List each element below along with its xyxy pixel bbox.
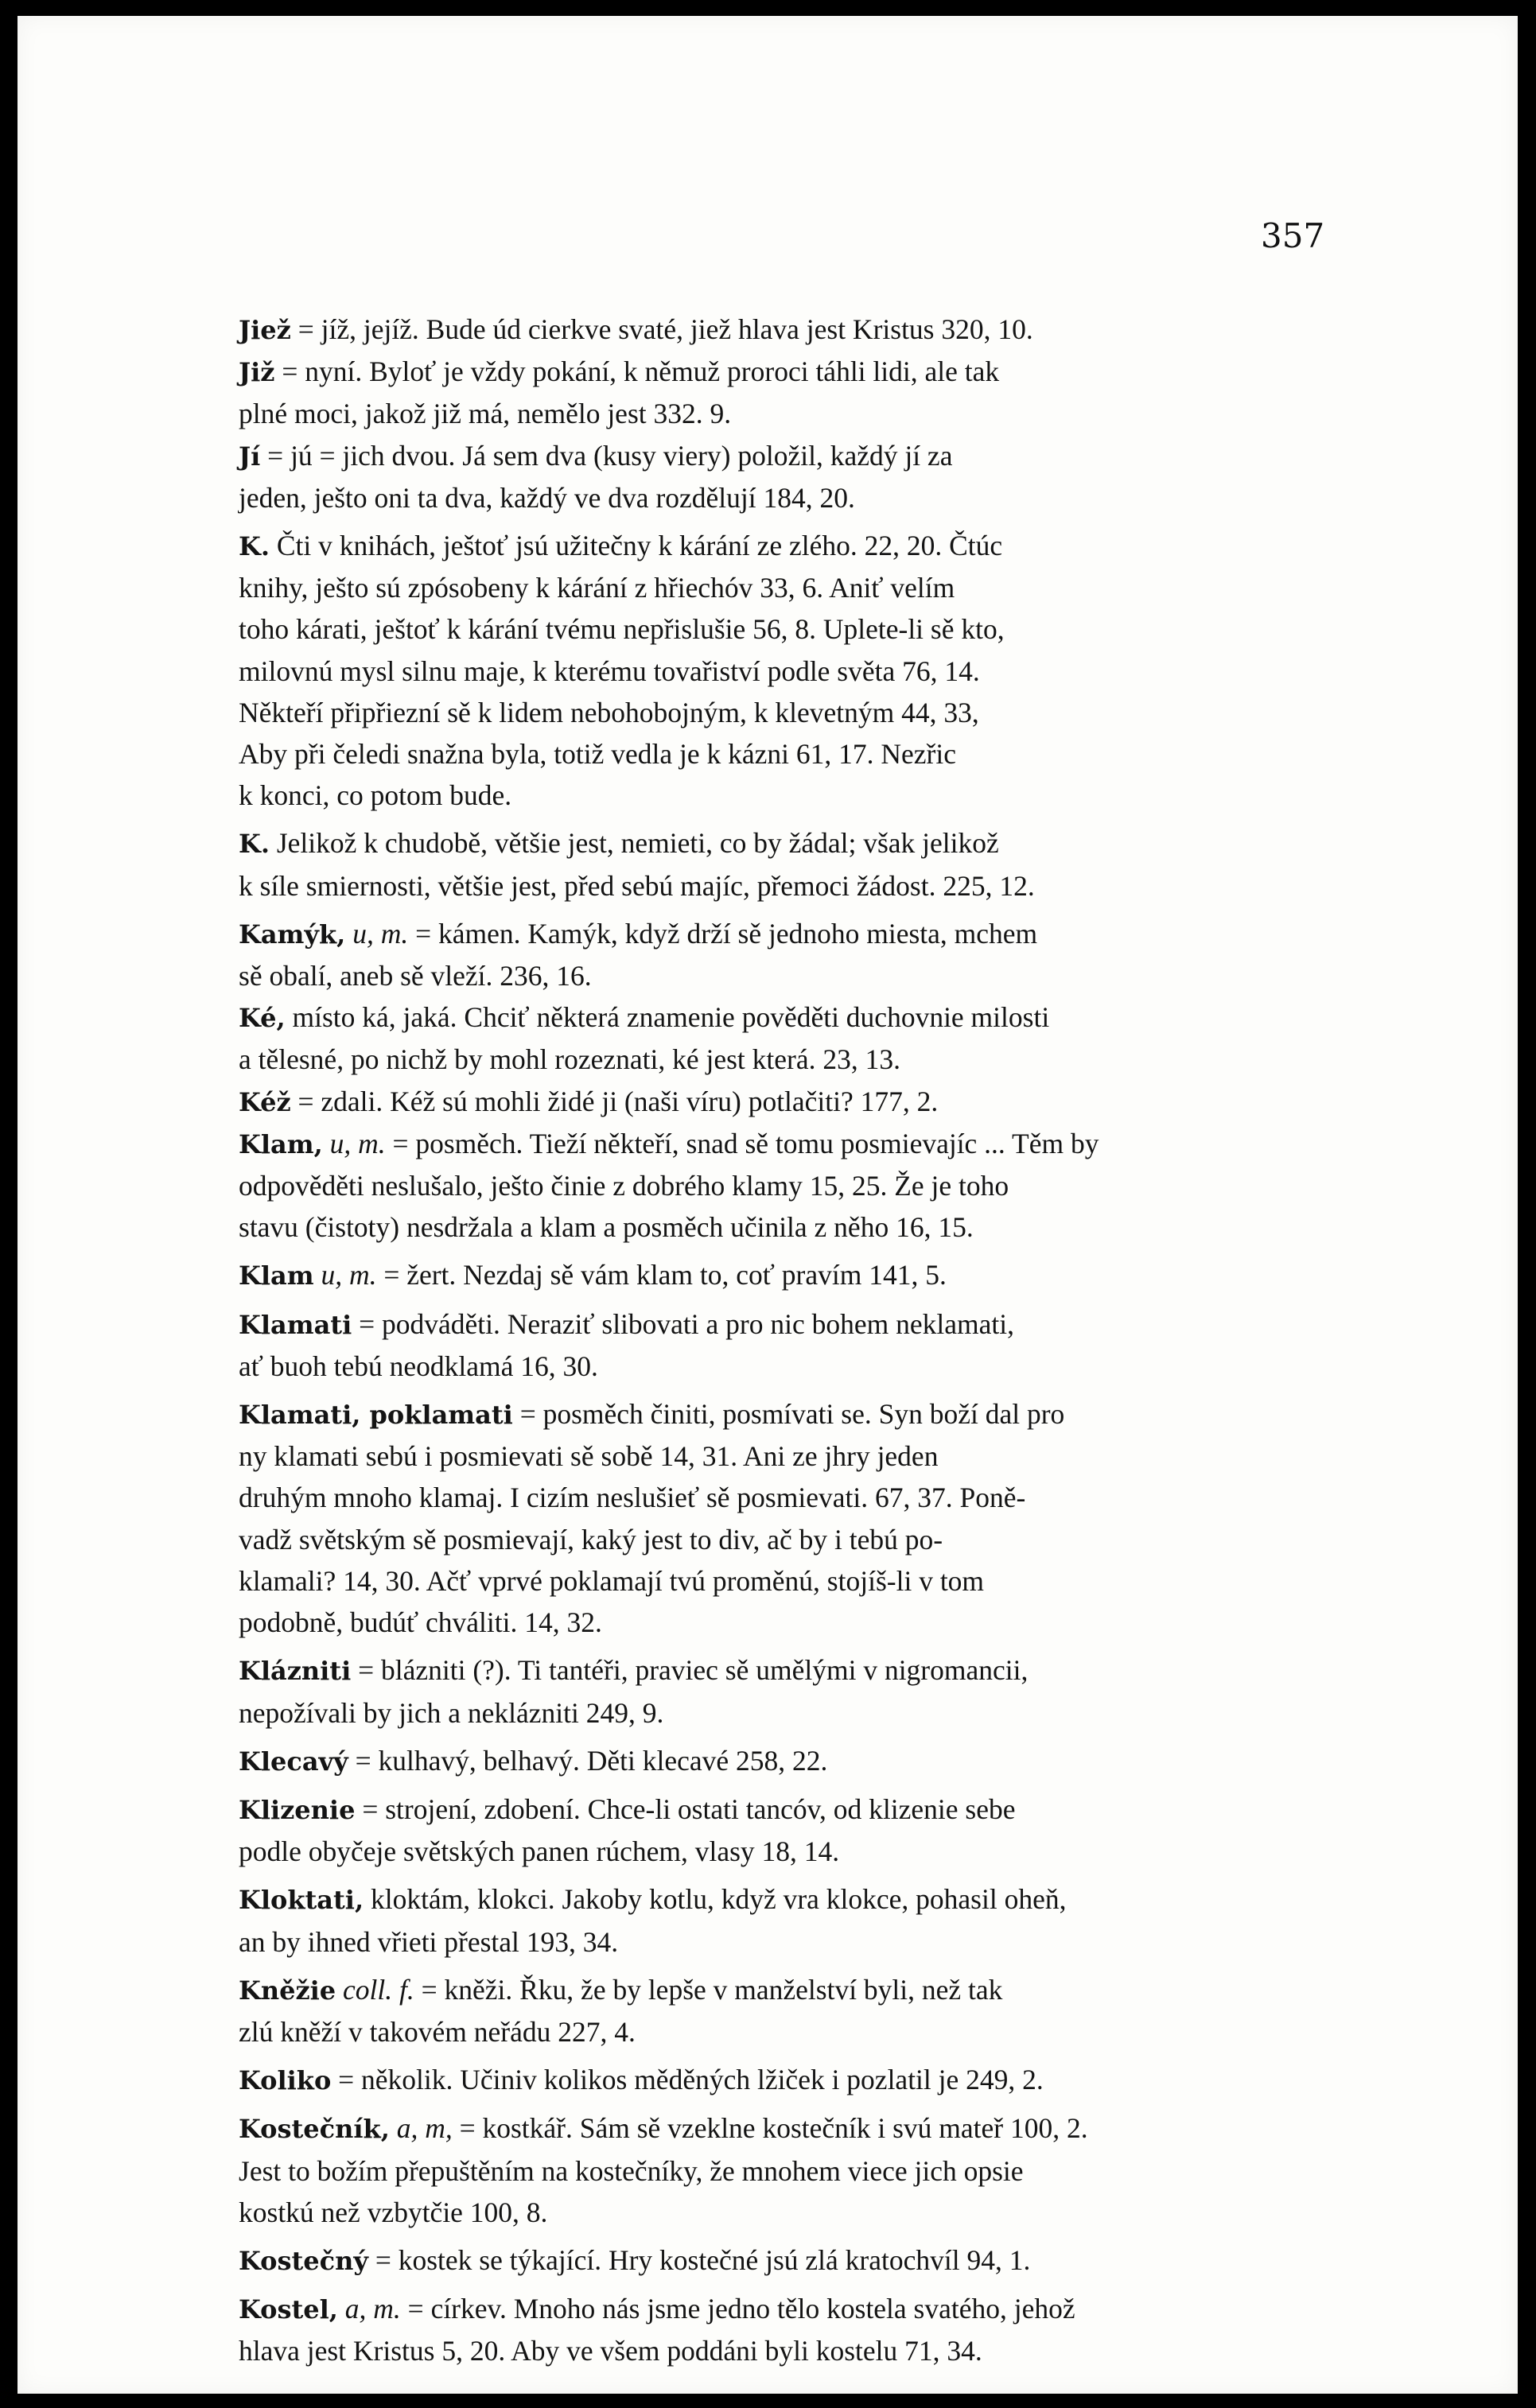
dictionary-entry (239, 351, 1336, 434)
entry-text-line: nepožívali by jich a neklázniti 249, 9. (239, 1696, 664, 1729)
entry-headword: K. (239, 531, 270, 562)
dictionary-entry (239, 913, 1336, 996)
entry-grammar: a, m. (337, 2293, 401, 2325)
entry-headword: Klam (239, 1260, 314, 1291)
dictionary-entry (239, 822, 1336, 906)
entry-text-line: stavu (čistoty) nesdržala a klam a posměch učinila z něho 16, 15. (239, 1211, 974, 1244)
entry-text-line: ny klamati sebú i posmievati sě sobě 14, 31. Ani ze jhry jeden (239, 1440, 939, 1473)
dictionary-entry (239, 1740, 1336, 1782)
entry-text-line: druhým mnoho klamaj. I cizím neslušieť sě posmievati. 67, 37. Poně- (239, 1482, 1026, 1514)
entry-headword: Klázniti (239, 1656, 352, 1687)
entry-text-line: milovnú mysl silnu maje, k kterému tovařiství podle světa 76, 14. (239, 654, 980, 687)
entry-headword: Klecavý (239, 1746, 348, 1777)
dictionary-entry (239, 435, 1336, 518)
entry-headword: Jí (239, 441, 261, 472)
entry-headword: Kloktati, (239, 1885, 364, 1916)
entry-headword: Kamýk, (239, 919, 346, 950)
entry-headword: Koliko (239, 2065, 332, 2096)
entry-text-line: = žert. Nezdaj sě vám klam to, coť pravím 141, 5. (376, 1259, 947, 1291)
dictionary-entries (239, 309, 1336, 2372)
entry-text-line: = několik. Učiniv kolikos měděných lžiček i pozlatil je 249, 2. (331, 2064, 1044, 2096)
entry-text-line: místo ká, jaká. Chciť některá znamenie pověděti duchovnie milosti (285, 1001, 1050, 1034)
entry-text-line: = zdali. Kéž sú mohli židé ji (naši víru) potlačiti? 177, 2. (290, 1085, 939, 1117)
entry-text-line: podobně, budúť chváliti. 14, 32. (239, 1606, 602, 1639)
entry-headword: Klamati, poklamati (239, 1400, 513, 1431)
entry-text-line: podle obyčeje světských panen rúchem, vlasy 18, 14. (239, 1835, 840, 1868)
entry-text-line: = strojení, zdobení. Chce-li ostati tancóv, od klizenie sebe (355, 1792, 1016, 1825)
entry-text-line: = blázniti (?). Ti tantéři, praviec sě umělými v nigromancii, (351, 1654, 1029, 1687)
entry-text-line: k konci, co potom bude. (239, 779, 512, 812)
entry-text-line: = posměch. Tieží někteří, snad sě tomu posmievajíc ... Těm by (385, 1127, 1099, 1159)
entry-headword: Klizenie (239, 1794, 356, 1825)
dictionary-entry (239, 1254, 1336, 1296)
entry-headword: Kostečník, (239, 2114, 390, 2145)
dictionary-entry (239, 1789, 1336, 1872)
entry-text-line: a tělesné, po nichž by mohl rozeznati, ké jest která. 23, 13. (239, 1043, 900, 1076)
entry-grammar: u, m. (322, 1127, 386, 1159)
dictionary-entry (239, 1878, 1336, 1962)
entry-text-line: kostkú než vzbytčie 100, 8. (239, 2196, 548, 2228)
dictionary-entry (239, 1649, 1336, 1733)
entry-text-line: zlú kněží v takovém neřádu 227, 4. (239, 2015, 636, 2048)
entry-text-line: = jíž, jejíž. Bude úd cierkve svaté, jiež hlava jest Kristus 320, 10. (290, 313, 1033, 345)
entry-text-line: hlava jest Kristus 5, 20. Aby ve všem poddáni byli kostelu 71, 34. (239, 2335, 982, 2367)
entry-text-line: knihy, ješto sú zpósobeny k kárání z hřiechóv 33, 6. Aniť velím (239, 572, 955, 604)
entry-headword: Kostečný (239, 2245, 368, 2276)
dictionary-entry (239, 996, 1336, 1080)
dictionary-entry (239, 1393, 1336, 1643)
entry-text-line: Jelikož k chudobě, většie jest, nemieti, co by žádal; však jelikož (269, 827, 999, 860)
entry-text-line: jeden, ješto oni ta dva, každý ve dva rozdělují 184, 20. (239, 481, 855, 514)
dictionary-entry (239, 1969, 1336, 2053)
entry-text-line: ať buoh tebú neodklamá 16, 30. (239, 1350, 598, 1382)
entry-headword: Kněžie (239, 1975, 336, 2006)
dictionary-entry (239, 525, 1336, 816)
entry-text-line: klamali? 14, 30. Ačť vprvé poklamají tvú proměnú, stojíš-li v tom (239, 1564, 985, 1597)
dictionary-entry (239, 1123, 1336, 1249)
entry-text-line: = kněži. Řku, že by lepše v manželství byli, než tak (414, 1973, 1003, 2006)
entry-text-line: kloktám, klokci. Jakoby kotlu, když vra klokce, pohasil oheň, (364, 1883, 1067, 1916)
entry-text-line: an by ihned vřieti přestal 193, 34. (239, 1925, 619, 1958)
entry-headword: Kéž (239, 1086, 291, 1117)
entry-text-line: odpověděti neslušalo, ješto činie z dobrého klamy 15, 25. Že je toho (239, 1170, 1009, 1202)
entry-text-line: = církev. Mnoho nás jsme jedno tělo kostela svatého, jehož (400, 2293, 1075, 2325)
entry-text-line: = kulhavý, belhavý. Děti klecavé 258, 22. (348, 1744, 828, 1777)
entry-grammar: u, m. (345, 917, 409, 950)
entry-text-line: Čti v knihách, ještoť jsú užitečny k kárání ze zlého. 22, 20. Čtúc (269, 530, 1003, 562)
entry-text-line: plné moci, jakož již má, nemělo jest 332. 9. (239, 398, 732, 430)
page-number: 357 (1261, 216, 1325, 255)
entry-headword: Ké, (239, 1003, 286, 1034)
entry-text-line: = kostek se týkající. Hry kostečné jsú zlá kratochvíl 94, 1. (367, 2243, 1031, 2276)
entry-text-line: = kostkář. Sám sě vzeklne kostečník i svú mateř 100, 2. (452, 2112, 1088, 2145)
entry-grammar: a, m, (389, 2112, 453, 2145)
entry-headword: Klam, (239, 1128, 323, 1159)
entry-headword: Jiež (239, 315, 291, 345)
entry-grammar: coll. f. (336, 1973, 414, 2006)
entry-text-line: Jest to božím přepuštěním na kostečníky, že mnohem viece jich opsie (239, 2154, 1024, 2187)
entry-headword: Kostel, (239, 2294, 338, 2325)
dictionary-entry (239, 309, 1336, 351)
entry-headword: Klamati (239, 1309, 352, 1340)
dictionary-entry (239, 2288, 1336, 2371)
entry-text-line: = nyní. Byloť je vždy pokání, k němuž proroci táhli lidi, ale tak (274, 355, 1000, 388)
entry-text-line: vadž světským sě posmievají, kaký jest to div, ač by i tebú po- (239, 1523, 943, 1555)
dictionary-entry (239, 2107, 1336, 2233)
dictionary-entry (239, 1303, 1336, 1387)
entry-text-line: sě obalí, aneb sě vleží. 236, 16. (239, 960, 592, 992)
entry-text-line: Někteří připřiezní sě k lidem nebohobojným, k klevetným 44, 33, (239, 696, 979, 728)
book-page (17, 16, 1518, 2394)
entry-text-line: = posměch činiti, posmívati se. Syn boží dal pro (512, 1398, 1065, 1431)
entry-headword: Již (239, 357, 275, 388)
dictionary-entry (239, 1081, 1336, 1123)
entry-headword: K. (239, 829, 270, 860)
entry-text-line: = kámen. Kamýk, když drží sě jednoho miesta, mchem (408, 917, 1038, 950)
entry-text-line: = podváděti. Neraziť slibovati a pro nic bohem neklamati, (352, 1307, 1014, 1340)
dictionary-entry (239, 2059, 1336, 2101)
entry-text-line: = jú = jich dvou. Já sem dva (kusy viery) položil, každý jí za (260, 439, 953, 472)
entry-text-line: toho kárati, ještoť k kárání tvému nepřislušie 56, 8. Uplete-li sě kto, (239, 613, 1005, 646)
entry-grammar: u, m. (313, 1259, 377, 1291)
dictionary-entry (239, 2239, 1336, 2282)
entry-text-line: k síle smiernosti, většie jest, před sebú majíc, přemoci žádost. 225, 12. (239, 869, 1035, 902)
entry-text-line: Aby při čeledi snažna byla, totiž vedla je k kázni 61, 17. Nezřic (239, 738, 956, 771)
